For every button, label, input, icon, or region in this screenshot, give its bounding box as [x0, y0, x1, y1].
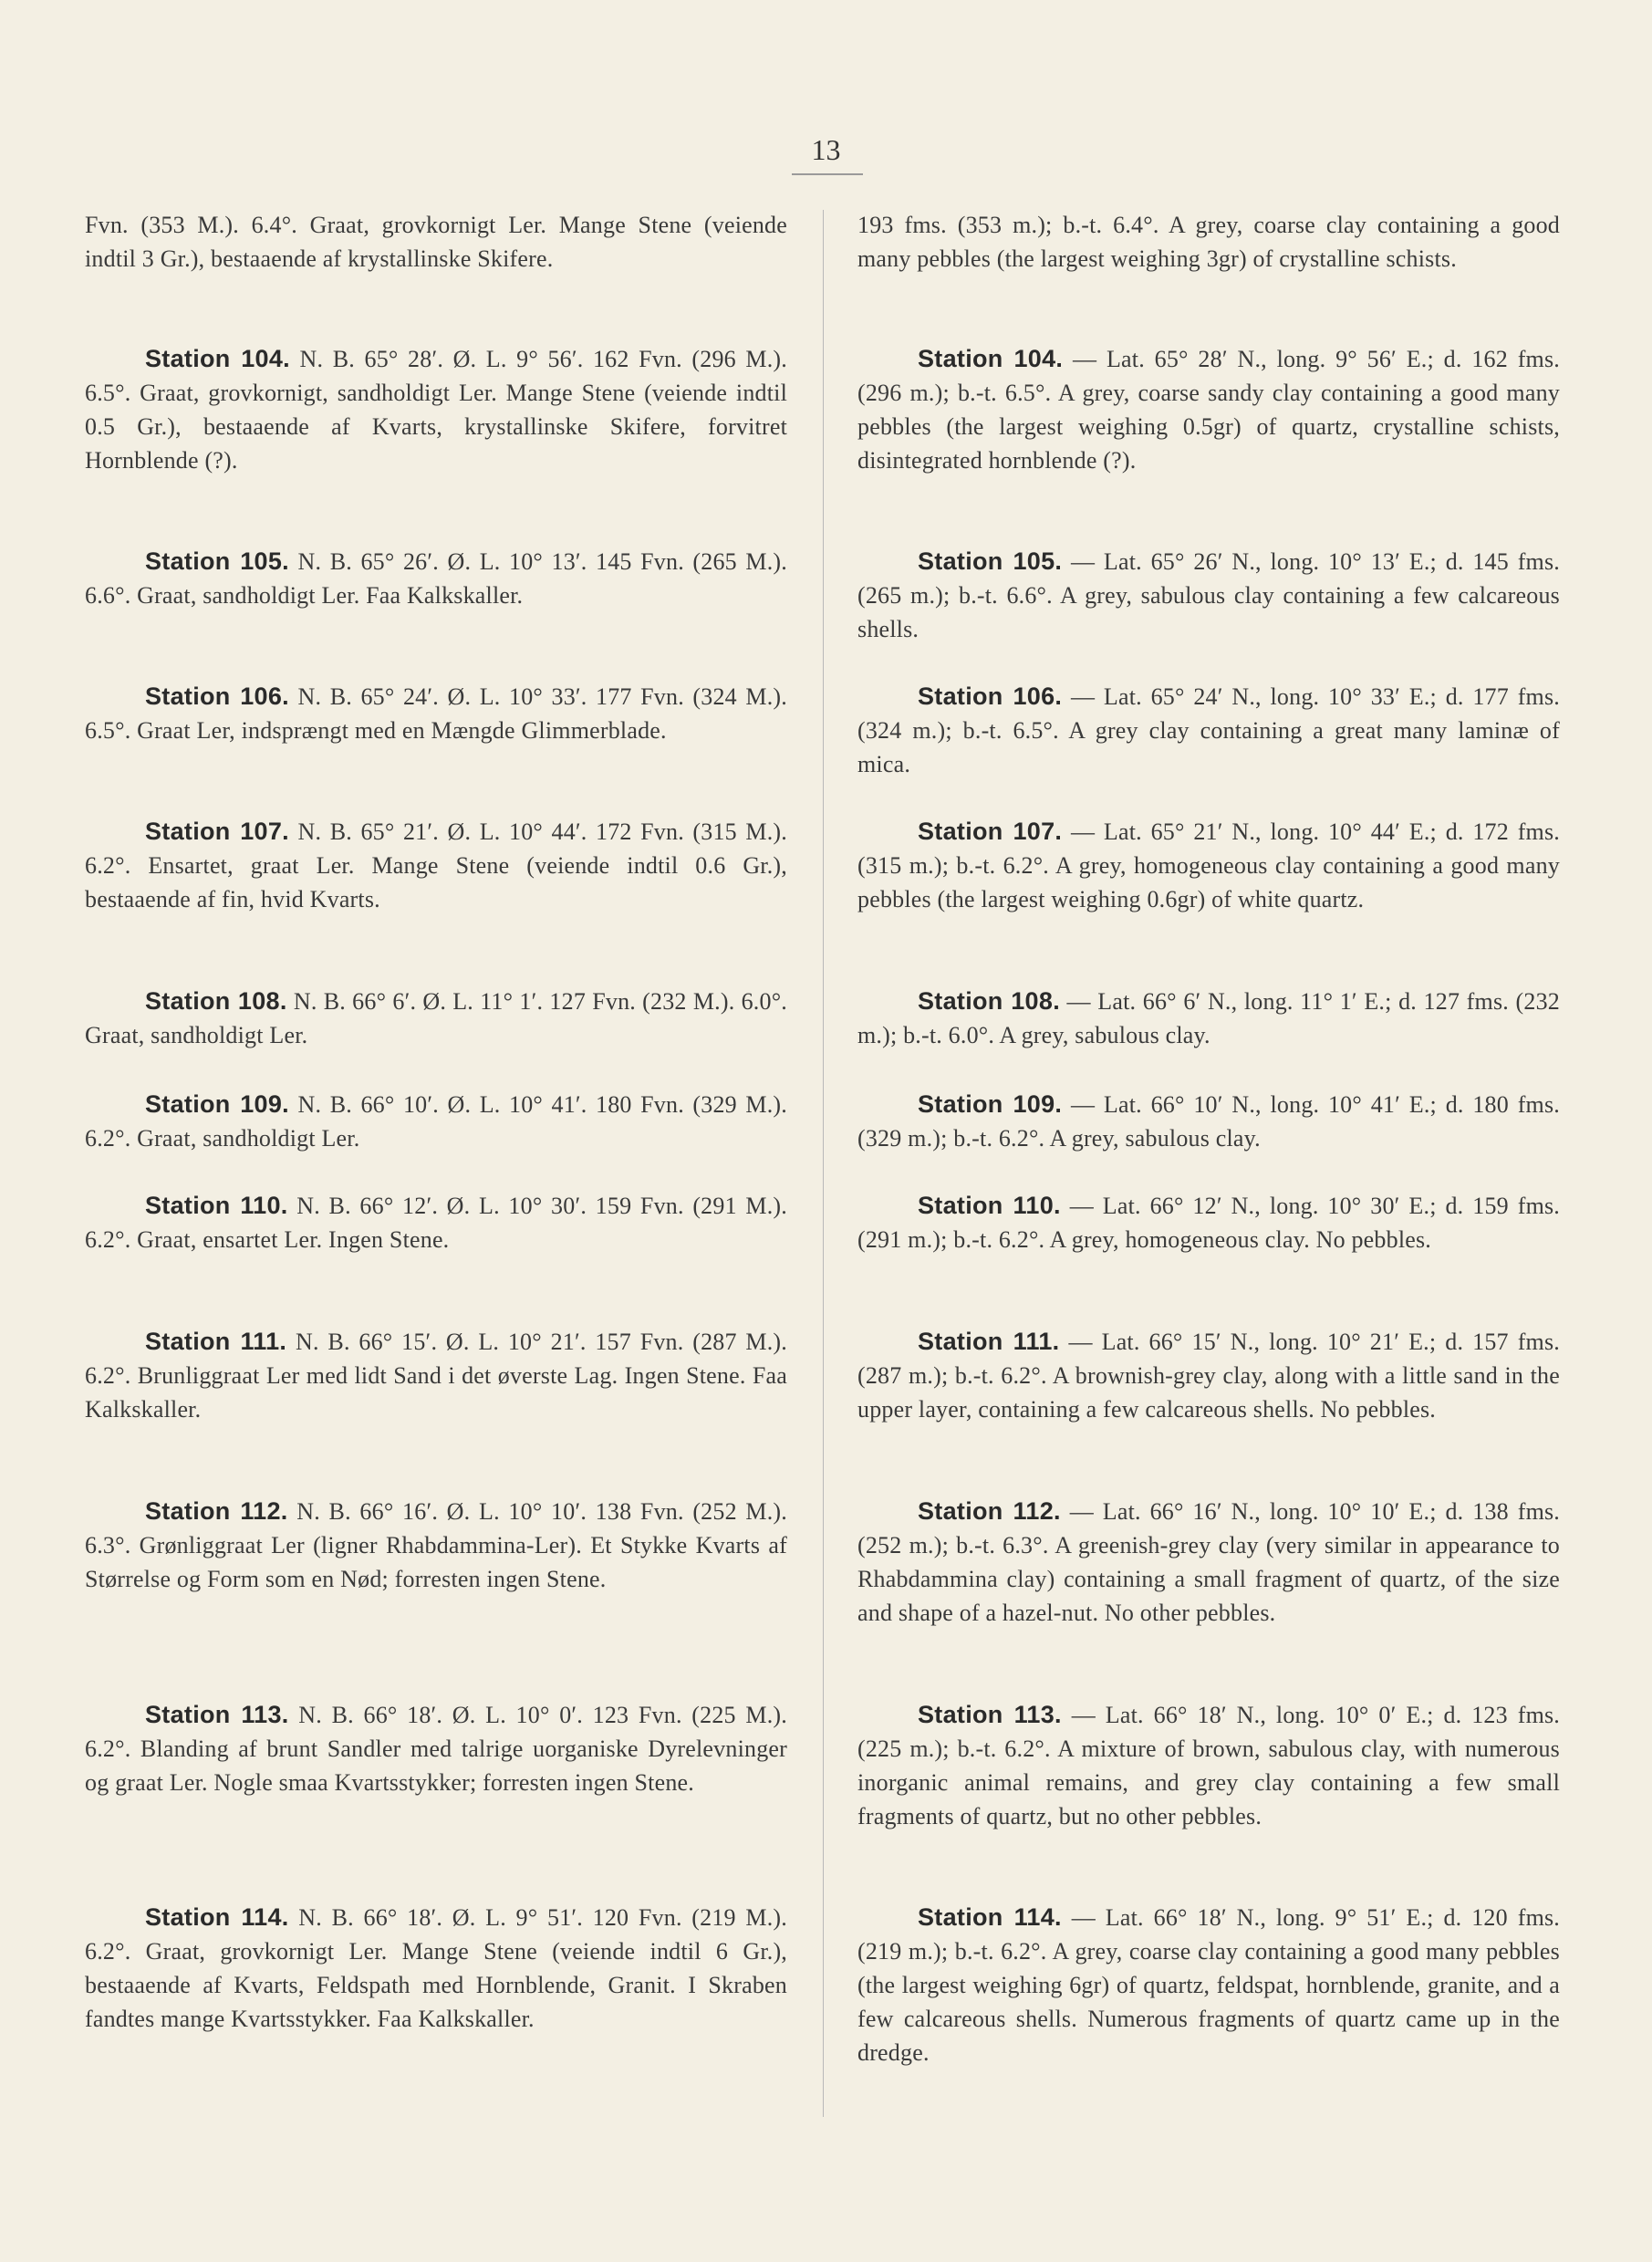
- station-text: — Lat. 65° 24′ N., long. 10° 33′ E.; d. 177 fms. (324 m.); b.-t. 6.5°. A grey clay containing a great many laminæ of mica.: [857, 683, 1560, 777]
- danish-station-108: [85, 985, 787, 1052]
- station-heading: Station 112.: [145, 1497, 288, 1525]
- english-station-106: [857, 680, 1560, 781]
- station-text: — Lat. 65° 26′ N., long. 10° 13′ E.; d. 145 fms. (265 m.); b.-t. 6.6°. A grey, sabulous clay containing a few calcareous shells.: [857, 548, 1560, 642]
- english-station-112: [857, 1495, 1560, 1630]
- station-text: N. B. 66° 15′. Ø. L. 10° 21′. 157 Fvn. (287 M.). 6.2°. Brunliggraat Ler med lidt Sand i det øverste Lag. Ingen Stene. Faa Kalkskaller.: [85, 1329, 787, 1423]
- danish-station-105: [85, 545, 787, 612]
- station-heading: Station 109.: [918, 1090, 1063, 1118]
- station-heading: Station 114.: [918, 1903, 1062, 1931]
- english-station-114: [857, 1901, 1560, 2069]
- danish-station-106: [85, 680, 787, 747]
- station-heading: Station 110.: [145, 1192, 288, 1219]
- station-heading: Station 113.: [918, 1701, 1062, 1728]
- danish-column: [85, 0, 787, 2262]
- station-heading: Station 104.: [145, 345, 290, 372]
- station-heading: Station 105.: [918, 547, 1063, 575]
- intro-text: 193 fms. (353 m.); b.-t. 6.4°. A grey, coarse clay containing a good many pebbles (the largest weighing 3gr) of crystalline schists.: [857, 212, 1560, 272]
- english-station-105: [857, 545, 1560, 646]
- english-station-113: [857, 1698, 1560, 1833]
- station-heading: Station 113.: [145, 1701, 289, 1728]
- station-text: N. B. 66° 12′. Ø. L. 10° 30′. 159 Fvn. (291 M.). 6.2°. Graat, ensartet Ler. Ingen Stene.: [85, 1193, 787, 1253]
- station-text: — Lat. 65° 28′ N., long. 9° 56′ E.; d. 162 fms. (296 m.); b.-t. 6.5°. A grey, coarse sandy clay containing a good many pebbles (the largest weighing 0.5gr) of quartz, crystalline schists, disintegrated hornblende (?).: [857, 346, 1560, 474]
- danish-station-112: [85, 1495, 787, 1596]
- danish-intro: [85, 208, 787, 276]
- station-heading: Station 105.: [145, 547, 289, 575]
- station-heading: Station 109.: [145, 1090, 289, 1118]
- english-station-107: [857, 815, 1560, 916]
- station-text: — Lat. 66° 18′ N., long. 10° 0′ E.; d. 123 fms. (225 m.); b.-t. 6.2°. A mixture of brown, sabulous clay, with numerous inorganic animal remains, and grey clay containing a few small fragments of quartz, but no other pebbles.: [857, 1702, 1561, 1829]
- english-station-109: [857, 1088, 1560, 1155]
- station-heading: Station 106.: [918, 683, 1063, 710]
- english-intro: [857, 208, 1560, 276]
- english-column: [857, 0, 1560, 2262]
- station-text: — Lat. 66° 12′ N., long. 10° 30′ E.; d. 159 fms. (291 m.); b.-t. 6.2°. A grey, homogeneous clay. No pebbles.: [857, 1193, 1561, 1253]
- intro-text: Fvn. (353 M.). 6.4°. Graat, grovkornigt Ler. Mange Stene (veiende indtil 3 Gr.), bestaaende af krystallinske Skifere.: [85, 212, 787, 272]
- station-heading: Station 111.: [145, 1328, 287, 1355]
- station-heading: Station 107.: [918, 818, 1063, 845]
- station-text: N. B. 65° 26′. Ø. L. 10° 13′. 145 Fvn. (265 M.). 6.6°. Graat, sandholdigt Ler. Faa Kalkskaller.: [85, 548, 787, 609]
- station-text: — Lat. 66° 18′ N., long. 9° 51′ E.; d. 120 fms. (219 m.); b.-t. 6.2°. A grey, coarse clay containing a good many pebbles (the largest weighing 6gr) of quartz, feldspat, hornblende, granite, and a few calcareous shells. Numerous fragments of quartz came up in the dredge.: [857, 1904, 1561, 2066]
- station-text: N. B. 66° 6′. Ø. L. 11° 1′. 127 Fvn. (232 M.). 6.0°. Graat, sandholdigt Ler.: [85, 988, 787, 1048]
- english-station-108: [857, 985, 1560, 1052]
- danish-station-107: [85, 815, 787, 916]
- station-text: N. B. 65° 24′. Ø. L. 10° 33′. 177 Fvn. (324 M.). 6.5°. Graat Ler, indsprængt med en Mængde Glimmerblade.: [85, 683, 787, 744]
- station-heading: Station 108.: [145, 987, 287, 1015]
- station-text: N. B. 66° 10′. Ø. L. 10° 41′. 180 Fvn. (329 M.). 6.2°. Graat, sandholdigt Ler.: [85, 1091, 787, 1152]
- danish-station-110: [85, 1189, 787, 1256]
- danish-station-114: [85, 1901, 787, 2036]
- page-number: 13: [811, 133, 841, 166]
- top-rule: [792, 173, 863, 175]
- danish-station-104: [85, 342, 787, 477]
- station-heading: Station 112.: [918, 1497, 1061, 1525]
- station-text: N. B. 66° 18′. Ø. L. 9° 51′. 120 Fvn. (219 M.). 6.2°. Graat, grovkornigt Ler. Mange Stene (veiende indtil 6 Gr.), bestaaende af Kvarts, Feldspath med Hornblende, Granit. I Skraben fandtes mange Kvartsstykker. Faa Kalkskaller.: [85, 1904, 787, 2032]
- station-text: — Lat. 65° 21′ N., long. 10° 44′ E.; d. 172 fms. (315 m.); b.-t. 6.2°. A grey, homogeneous clay containing a good many pebbles (the largest weighing 0.6gr) of white quartz.: [857, 818, 1560, 912]
- station-text: — Lat. 66° 16′ N., long. 10° 10′ E.; d. 138 fms. (252 m.); b.-t. 6.3°. A greenish-grey clay (very similar in appearance to Rhabdammina clay) containing a small fragment of quartz, of the size and shape of a hazel-nut. No other pebbles.: [857, 1498, 1561, 1626]
- station-text: N. B. 66° 16′. Ø. L. 10° 10′. 138 Fvn. (252 M.). 6.3°. Grønliggraat Ler (ligner Rhabdammina-Ler). Et Stykke Kvarts af Størrelse og Form som en Nød; forresten ingen Stene.: [85, 1498, 787, 1592]
- station-heading: Station 107.: [145, 818, 289, 845]
- station-text: N. B. 66° 18′. Ø. L. 10° 0′. 123 Fvn. (225 M.). 6.2°. Blanding af brunt Sandler med talrige uorganiske Dyrelevninger og graat Ler. Nogle smaa Kvartsstykker; forresten ingen Stene.: [85, 1702, 787, 1796]
- station-heading: Station 108.: [918, 987, 1060, 1015]
- station-text: N. B. 65° 28′. Ø. L. 9° 56′. 162 Fvn. (296 M.). 6.5°. Graat, grovkornigt, sandholdigt Ler. Mange Stene (veiende indtil 0.5 Gr.), bestaaende af Kvarts, krystallinske Skifere, forvitret Hornblende (?).: [85, 346, 787, 474]
- english-station-111: [857, 1325, 1560, 1426]
- station-text: — Lat. 66° 6′ N., long. 11° 1′ E.; d. 127 fms. (232 m.); b.-t. 6.0°. A grey, sabulous clay.: [857, 988, 1560, 1048]
- station-text: N. B. 65° 21′. Ø. L. 10° 44′. 172 Fvn. (315 M.). 6.2°. Ensartet, graat Ler. Mange Stene (veiende indtil 0.6 Gr.), bestaaende af fin, hvid Kvarts.: [85, 818, 787, 912]
- station-heading: Station 110.: [918, 1192, 1061, 1219]
- station-heading: Station 106.: [145, 683, 289, 710]
- station-text: — Lat. 66° 10′ N., long. 10° 41′ E.; d. 180 fms. (329 m.); b.-t. 6.2°. A grey, sabulous clay.: [857, 1091, 1560, 1152]
- english-station-104: [857, 342, 1560, 477]
- station-text: — Lat. 66° 15′ N., long. 10° 21′ E.; d. 157 fms. (287 m.); b.-t. 6.2°. A brownish-grey clay, along with a little sand in the upper layer, containing a few calcareous shells. No pebbles.: [857, 1329, 1560, 1423]
- danish-station-113: [85, 1698, 787, 1799]
- station-heading: Station 114.: [145, 1903, 289, 1931]
- column-divider: [823, 210, 824, 2117]
- danish-station-111: [85, 1325, 787, 1426]
- station-heading: Station 111.: [918, 1328, 1060, 1355]
- english-station-110: [857, 1189, 1560, 1256]
- station-heading: Station 104.: [918, 345, 1064, 372]
- danish-station-109: [85, 1088, 787, 1155]
